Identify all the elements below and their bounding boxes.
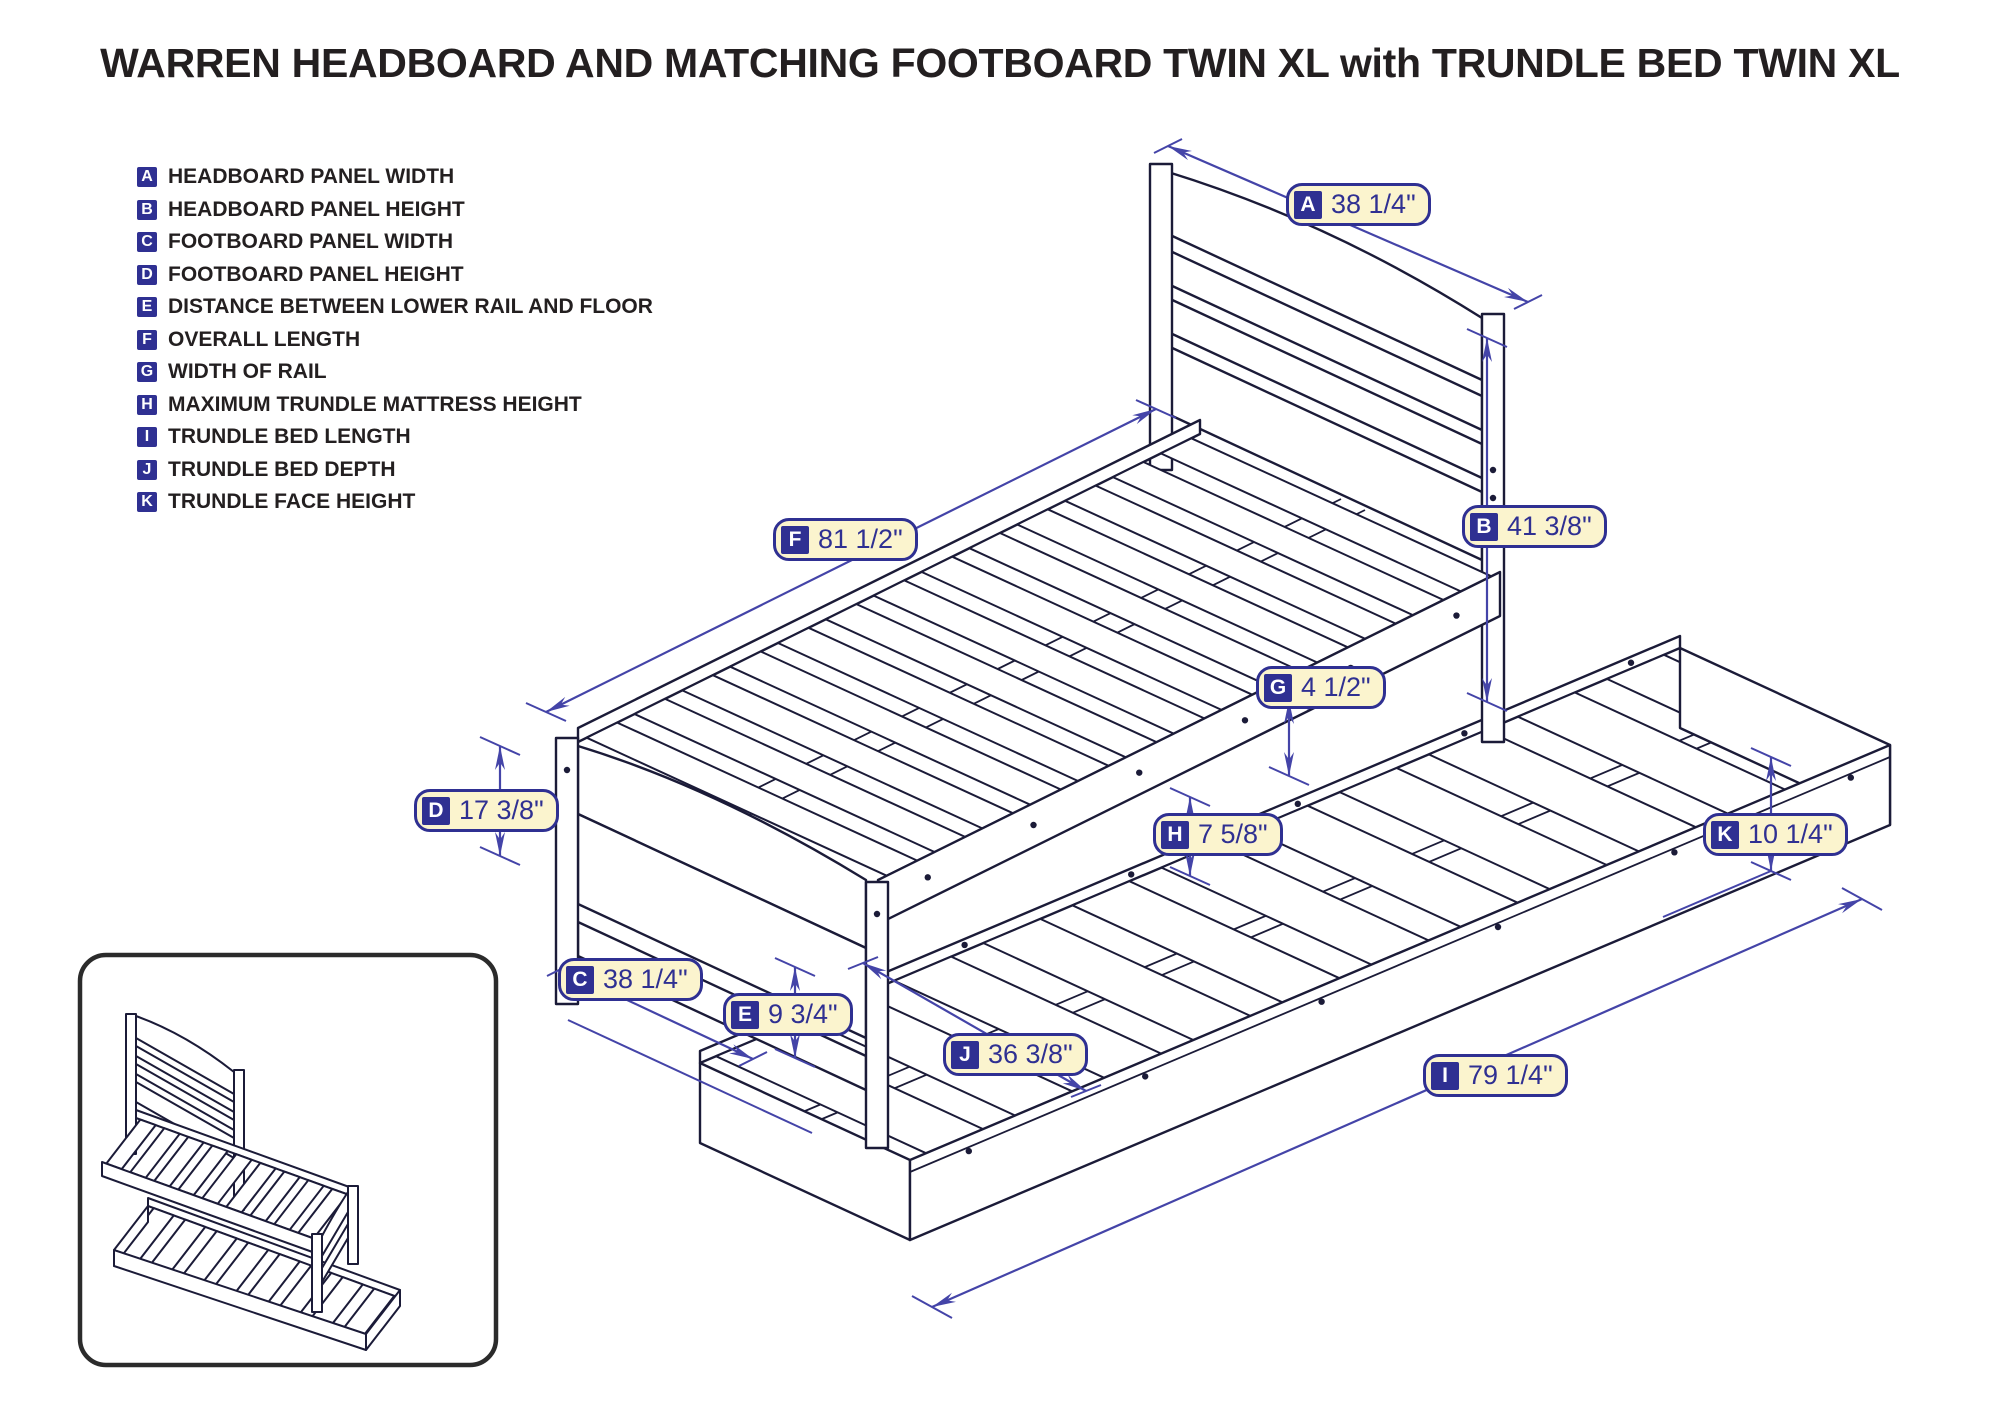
legend-letter-badge: H (137, 395, 157, 415)
dimension-letter-badge: F (781, 526, 809, 554)
dimension-value: 81 1/2" (818, 524, 903, 554)
legend-letter-badge: F (137, 330, 157, 350)
legend-item-label: TRUNDLE FACE HEIGHT (168, 490, 416, 513)
legend-item-label: HEADBOARD PANEL WIDTH (168, 165, 455, 188)
legend-letter-badge: J (137, 460, 157, 480)
screw-dot (1453, 612, 1459, 618)
legend-item-label: OVERALL LENGTH (168, 327, 361, 351)
legend-item-label: MAXIMUM TRUNDLE MATTRESS HEIGHT (168, 392, 582, 416)
dimension-letter-badge: K (1711, 821, 1739, 849)
legend-item-label: FOOTBOARD PANEL HEIGHT (168, 262, 464, 286)
legend-letter-badge: E (137, 297, 157, 317)
dimension-letter-badge: E (731, 1001, 759, 1029)
inset-thumbnail (80, 955, 496, 1365)
legend-item-label: TRUNDLE BED LENGTH (168, 425, 411, 448)
screw-dot (1128, 871, 1134, 877)
dimension-letter-badge: I (1431, 1062, 1459, 1090)
dimension-value: 38 1/4" (1331, 189, 1416, 219)
dimension-letter-badge: J (951, 1041, 979, 1069)
screw-dot (1671, 849, 1677, 855)
dimension-letter-badge: A (1294, 191, 1322, 219)
legend-letter-badge: A (137, 167, 157, 187)
legend-item-label: WIDTH OF RAIL (168, 360, 327, 383)
screw-dot (1030, 822, 1036, 828)
screw-dot (1848, 774, 1854, 780)
legend-letter-badge: B (137, 200, 157, 220)
legend-item-label: FOOTBOARD PANEL WIDTH (168, 230, 454, 253)
screw-dot (1295, 801, 1301, 807)
dimension-letter-badge: H (1161, 821, 1189, 849)
dimension-value: 38 1/4" (603, 964, 688, 994)
dimension-letter-badge: D (422, 797, 450, 825)
dimension-letter-badge: B (1470, 513, 1498, 541)
screw-dot (1495, 924, 1501, 930)
dimension-letter-badge: G (1264, 674, 1292, 702)
screw-dot (1136, 769, 1142, 775)
legend-letter-badge: G (137, 362, 157, 382)
dimension-value: 41 3/8" (1507, 511, 1592, 541)
dimension-value: 36 3/8" (988, 1039, 1073, 1069)
legend-item-label: HEADBOARD PANEL HEIGHT (168, 197, 465, 221)
screw-dot (966, 1148, 972, 1154)
legend-letter-badge: K (137, 492, 157, 512)
dimension-value: 79 1/4" (1468, 1060, 1553, 1090)
screw-dot (925, 874, 931, 880)
dimension-value: 10 1/4" (1748, 819, 1833, 849)
legend-letter-badge: C (137, 232, 157, 252)
legend-item-label: TRUNDLE BED DEPTH (168, 457, 396, 481)
screw-dot (1142, 1073, 1148, 1079)
dimension-value: 4 1/2" (1301, 672, 1371, 702)
page-title: WARREN HEADBOARD AND MATCHING FOOTBOARD TWIN XL with TRUNDLE BED TWIN XL (100, 40, 1900, 86)
legend-letter-badge: D (137, 265, 157, 285)
screw-dot (961, 942, 967, 948)
dimension-value: 17 3/8" (459, 795, 544, 825)
legend-letter-badge: I (137, 427, 157, 447)
screw-dot (1318, 999, 1324, 1005)
screw-dot (1461, 730, 1467, 736)
dimension-letter-badge: C (566, 966, 594, 994)
legend-item-label: DISTANCE BETWEEN LOWER RAIL AND FLOOR (168, 295, 653, 318)
screw-dot (1242, 717, 1248, 723)
screw-dot (1348, 665, 1354, 671)
dimension-value: 9 3/4" (768, 999, 838, 1029)
screw-dot (1628, 660, 1634, 666)
dimension-value: 7 5/8" (1198, 819, 1268, 849)
